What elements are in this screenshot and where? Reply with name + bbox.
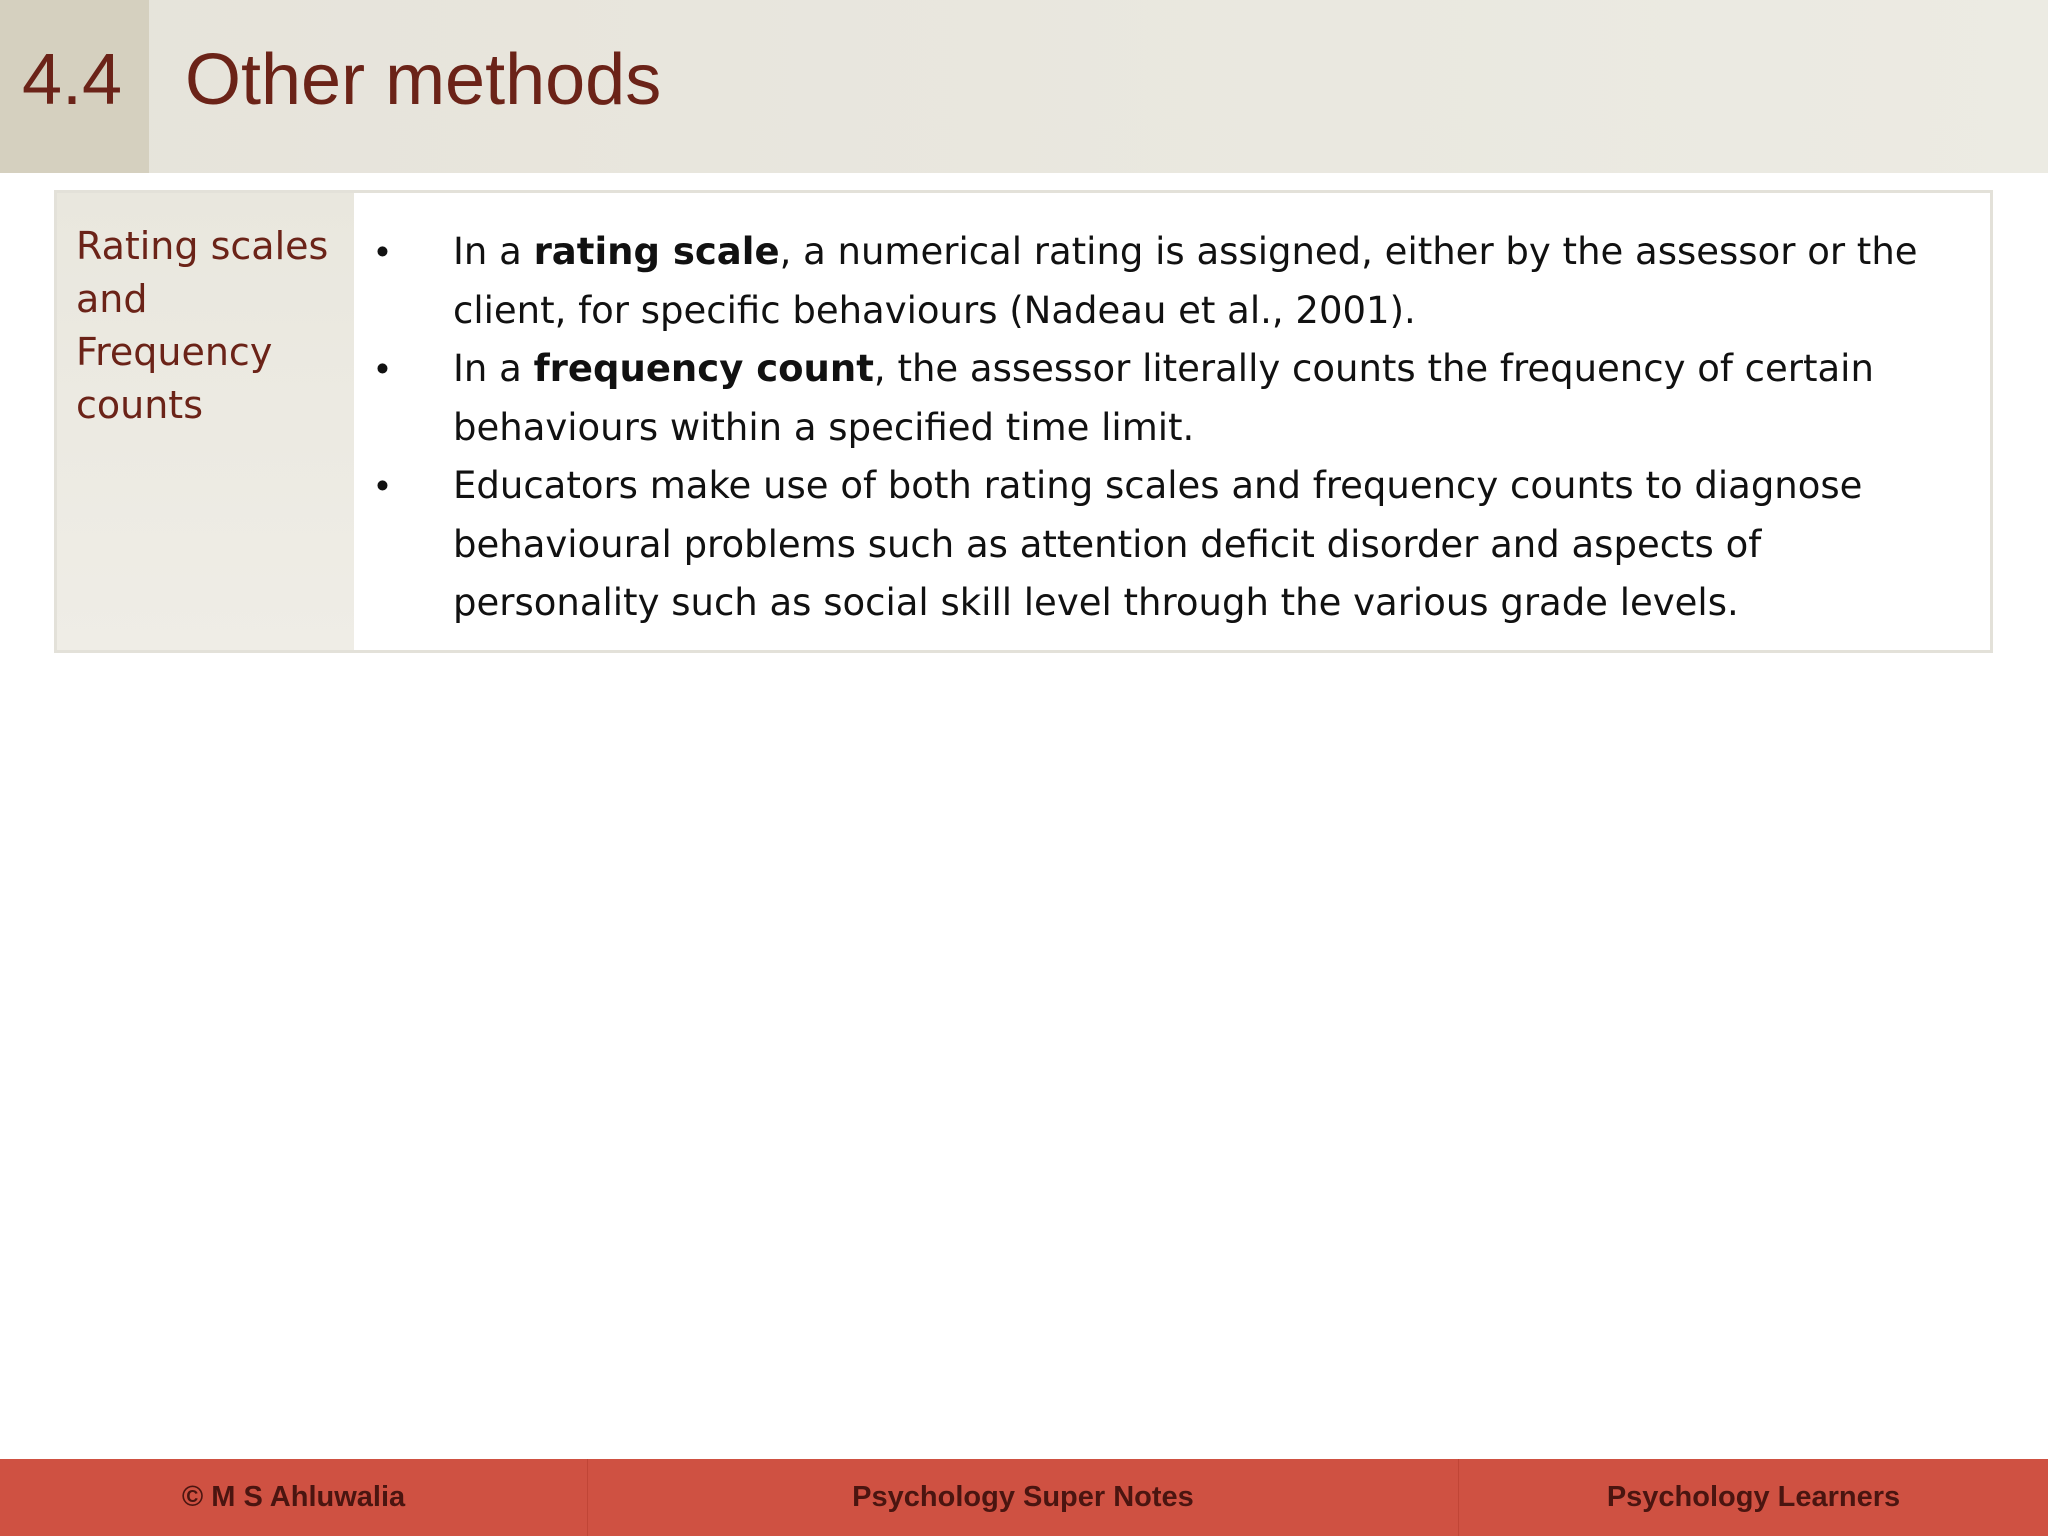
- section-number: 4.4: [22, 40, 123, 120]
- bullet-item-frequency-count: [354, 340, 1974, 457]
- bullet-text-post: , a numerical rating is assigned, either by the assessor or the client, for specific behaviours (Nadeau et al., 2001).: [453, 230, 1918, 332]
- footer-copyright: © M S Ahluwalia: [0, 1459, 588, 1536]
- bullet-text-pre: In a: [453, 347, 534, 390]
- bullet-text-post: , the assessor literally counts the frequency of certain behaviours within a specified time limit.: [453, 347, 1874, 449]
- footer-center-title: Psychology Super Notes: [588, 1459, 1459, 1536]
- topic-label-cell: [57, 193, 354, 650]
- bullet-glyph: •: [376, 465, 389, 506]
- slide-title: Other methods: [185, 40, 662, 120]
- slide-footer: [0, 1459, 2048, 1536]
- bullet-glyph: •: [376, 231, 389, 272]
- footer-right-title: Psychology Learners: [1606, 1481, 1901, 1513]
- bullet-text: Educators make use of both rating scales and frequency counts to diagnose behavioural problems such as attention deficit disorder and aspects of personality such as social skill level through the various grade levels.: [453, 464, 1863, 624]
- bullet-cell: [354, 193, 1990, 650]
- bullet-term: frequency count: [533, 347, 874, 390]
- bullet-item-educators: [354, 457, 1974, 633]
- bullet-item-rating-scale: [354, 223, 1974, 340]
- bullet-text-pre: In a: [453, 230, 534, 273]
- content-table: [54, 190, 1993, 653]
- topic-label: Rating scales and Frequency counts: [76, 224, 329, 427]
- bullet-term: rating scale: [533, 230, 780, 273]
- bullet-list: [354, 223, 1974, 633]
- slide-header: [0, 0, 2048, 173]
- bullet-glyph: •: [376, 348, 389, 389]
